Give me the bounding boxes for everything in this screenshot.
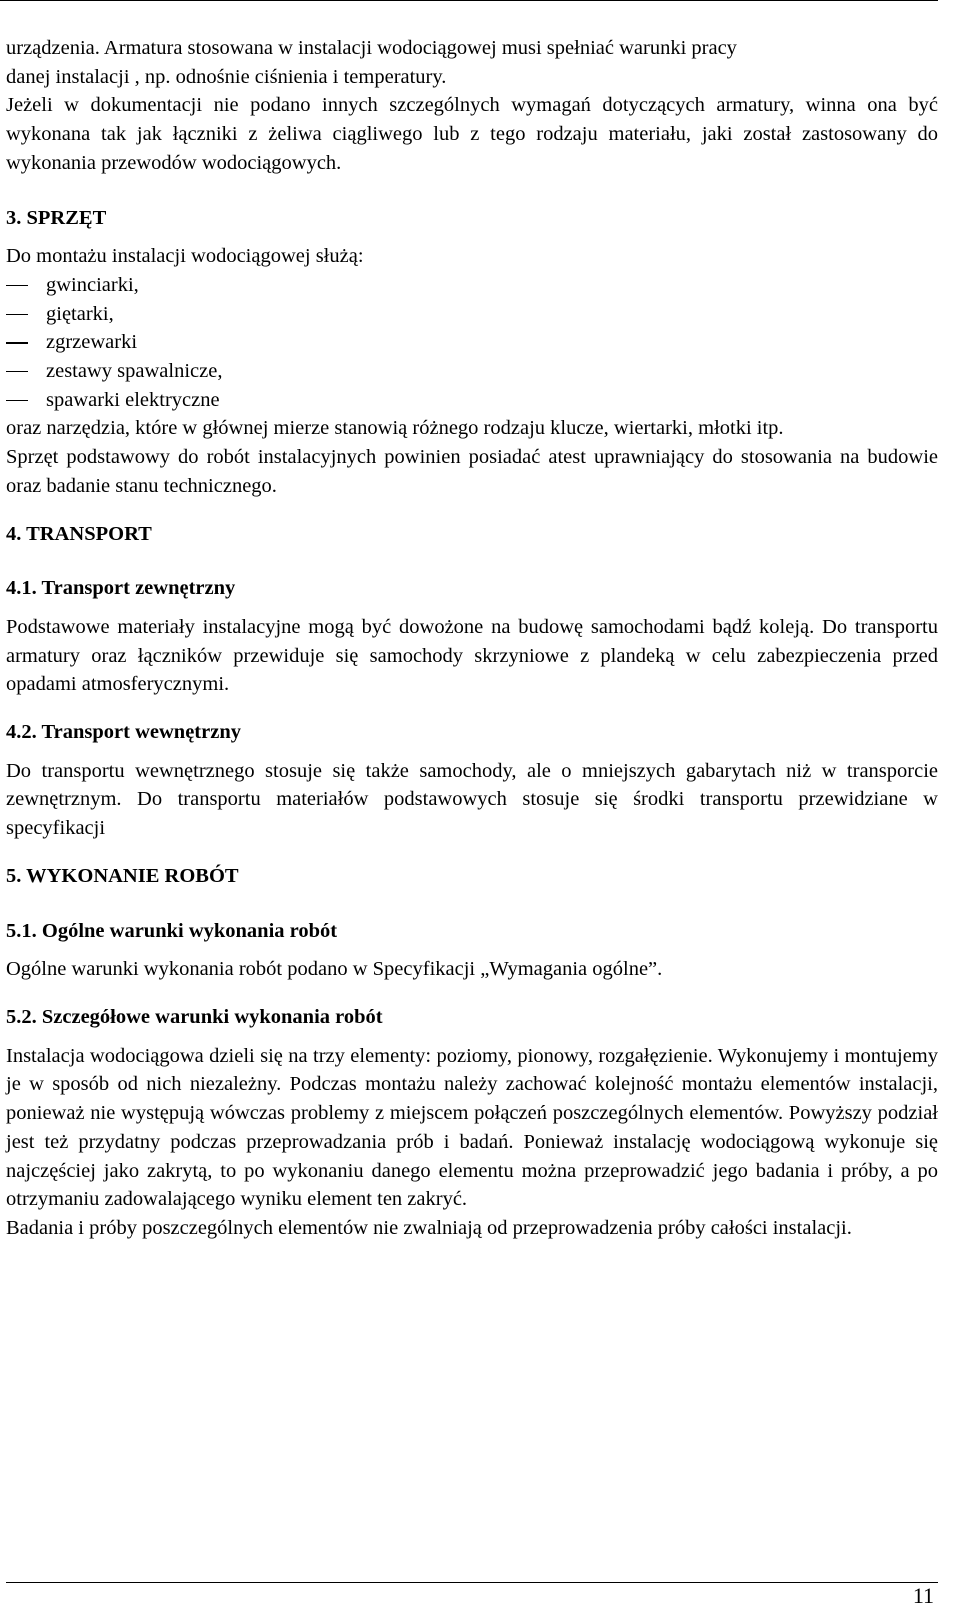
section-3-after-list: oraz narzędzia, które w głównej mierze stanowią różnego rodzaju klucze, wiertarki, młotki itp. xyxy=(6,417,784,440)
dash-bullet-icon xyxy=(6,285,28,286)
dash-bullet-icon xyxy=(6,400,28,401)
document-page xyxy=(6,34,938,1243)
subsection-5-1-paragraph: Ogólne warunki wykonania robót podano w Specyfikacji „Wymagania ogólne”. xyxy=(6,958,663,981)
subsection-heading-5-1: 5.1. Ogólne warunki wykonania robót xyxy=(6,919,338,942)
subsection-heading-5-2: 5.2. Szczegółowe warunki wykonania robót xyxy=(6,1005,383,1028)
list-item: zgrzewarki xyxy=(6,328,938,357)
intro-line-1: urządzenia. Armatura stosowana w instalacji wodociągowej musi spełniać warunki pracy xyxy=(6,37,737,59)
section-heading-3: 3. SPRZĘT xyxy=(6,206,107,229)
dash-bullet-icon xyxy=(6,371,28,372)
section-3-paragraph: Sprzęt podstawowy do robót instalacyjnych powinien posiadać atest uprawniający do stosowania na budowie oraz badanie stanu technicznego. xyxy=(6,446,938,497)
list-item: giętarki, xyxy=(6,300,938,329)
section-3-lead: Do montażu instalacji wodociągowej służą: xyxy=(6,245,364,268)
list-item: zestawy spawalnicze, xyxy=(6,357,938,386)
top-rule xyxy=(0,0,938,1)
subsection-4-2-paragraph: Do transportu wewnętrznego stosuje się także samochody, ale o mniejszych gabarytach niż w transporcie zewnętrznym. Do transportu materiałów podstawowych stosuje się środki transportu przewidziane w specyfikacji xyxy=(6,759,938,840)
footer-rule xyxy=(6,1582,938,1583)
list-item: spawarki elektryczne xyxy=(6,386,938,415)
section-heading-5: 5. WYKONANIE ROBÓT xyxy=(6,864,239,887)
intro-paragraph: Jeżeli w dokumentacji nie podano innych szczególnych wymagań dotyczących armatury, winna ona być wykonana tak jak łączniki z żeliwa ciągliwego lub z tego rodzaju materiału, jaki został zastosowany do wykonania przewodów wodociągowych. xyxy=(6,94,938,174)
section-heading-4: 4. TRANSPORT xyxy=(6,522,152,545)
subsection-4-1-paragraph: Podstawowe materiały instalacyjne mogą być dowożone na budowę samochodami bądź koleją. Do transportu armatury oraz łączników przewiduje się samochody skrzyniowe z plandeką w celu zabezpieczenia przed opadami atmosferycznymi. xyxy=(6,615,938,696)
dash-bullet-icon xyxy=(6,342,28,343)
page-number: 11 xyxy=(912,1583,934,1608)
equipment-list xyxy=(6,271,938,415)
dash-bullet-icon xyxy=(6,314,28,315)
list-item: gwinciarki, xyxy=(6,271,938,300)
subsection-5-2-paragraph-2: Badania i próby poszczególnych elementów nie zwalniają od przeprowadzenia próby całości instalacji. xyxy=(6,1216,852,1239)
subsection-heading-4-2: 4.2. Transport wewnętrzny xyxy=(6,721,241,744)
subsection-5-2-paragraph-1: Instalacja wodociągowa dzieli się na trzy elementy: poziomy, pionowy, rozgałęzienie. Wykonujemy i montujemy je w sposób od nich niezależny. Podczas montażu należy zachować kolejność montażu elementów instalacji, ponieważ nie występują wówczas problemy z miejscem połączeń poszczególnych elementów. Powyższy podział jest też przydatny podczas przeprowadzania prób i badań. Ponieważ instalację wodociągową wykonuje się najczęściej jako zakrytą, to po wykonaniu danego elementu można przeprowadzić jego badania i próby, a po otrzymaniu zadowalającego wyniku element ten zakryć. xyxy=(6,1044,938,1211)
intro-line-2: danej instalacji , np. odnośnie ciśnienia i temperatury. xyxy=(6,65,447,88)
subsection-heading-4-1: 4.1. Transport zewnętrzny xyxy=(6,577,236,600)
